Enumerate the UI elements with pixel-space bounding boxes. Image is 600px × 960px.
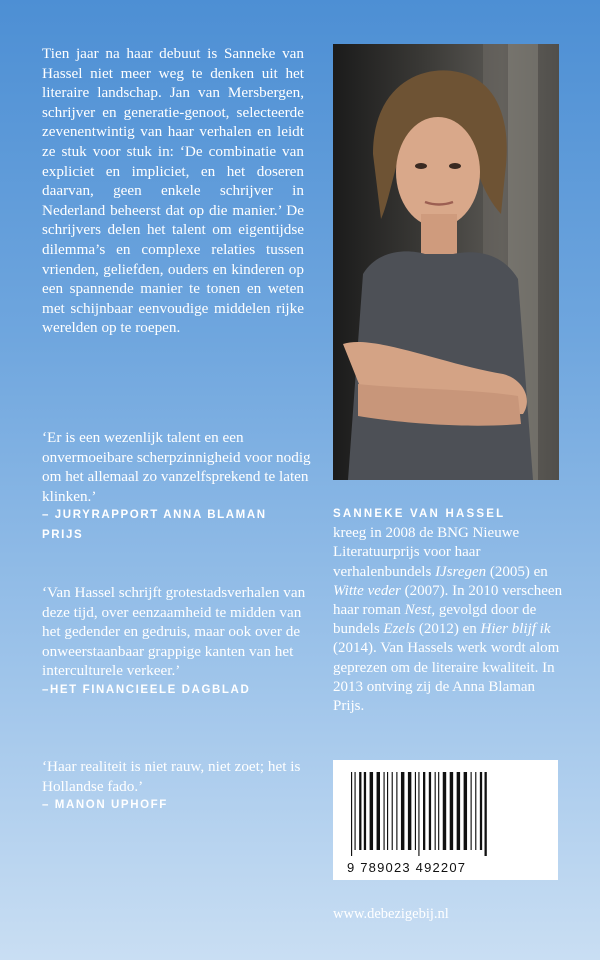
- barcode-bar: [408, 772, 411, 850]
- barcode-bar: [396, 772, 397, 850]
- book-title: Nest: [404, 602, 432, 619]
- barcode-bar: [429, 772, 431, 850]
- barcode-bar: [485, 772, 487, 856]
- book-title: IJsregen: [435, 563, 487, 580]
- back-cover-blurb: Tien jaar na haar debuut is Sanneke van Hassel niet meer weg te denken uit het literaire landschap. Jan van Mersbergen, schrijver en generatie-genoot, selecteerde zevenentwintig van haar verhalen en leidt ze stuk voor stuk in: ‘De combinatie van expliciet en impliciet, en het doseren daarvan, geen enkele schrijver in Nederland beheerst dat op die manier.’ De schrijvers delen het talent om eigentijdse dilemma’s en complexe relaties tussen vrienden, geliefden, ouders en kinderen op een spannende manier te tonen en weten met schijnbaar eenvoudige middelen rijke werelden op te roepen.: [42, 45, 304, 337]
- publisher-website: www.debezigebij.nl: [333, 906, 449, 922]
- barcode-bar: [435, 772, 436, 850]
- review-quote-text: ‘Haar realiteit is niet rauw, niet zoet; het is Hollandse fado.’: [42, 758, 301, 795]
- author-photo: [333, 44, 559, 480]
- barcode-bar: [464, 772, 467, 850]
- review-quote-1: [42, 428, 312, 546]
- bio-text: (2005) en: [486, 563, 548, 580]
- bio-text: (2014). Van Hassels werk wordt alom geprezen om de literaire kwaliteit. In 2013 ontving zij de Anna Blaman Prijs.: [333, 640, 560, 715]
- barcode-bar: [443, 772, 446, 850]
- barcode-bar: [471, 772, 472, 850]
- author-name: SANNEKE VAN HASSEL: [333, 508, 506, 520]
- review-quote-3: [42, 757, 312, 816]
- barcode-bar: [392, 772, 393, 850]
- barcode-bar: [370, 772, 373, 850]
- bio-text: kreeg in 2008 de BNG Nieuwe Literatuurprijs voor haar verhalenbundels: [333, 525, 520, 580]
- book-title: Witte veder: [333, 582, 401, 599]
- bio-text: (2007). In 2010 verscheen haar roman: [333, 582, 563, 619]
- barcode-bar: [355, 772, 356, 850]
- bio-text: (2012) en: [415, 621, 481, 638]
- barcode-bar: [401, 772, 404, 850]
- book-title: Hier blijf ik: [480, 621, 551, 638]
- barcode-bar: [359, 772, 361, 850]
- isbn-barcode: [333, 760, 558, 880]
- barcode-bar: [418, 772, 419, 856]
- barcode-bar: [480, 772, 482, 850]
- book-title: Ezels: [383, 621, 416, 638]
- bio-text: , gevolgd door de bundels: [333, 602, 537, 638]
- review-quote-2: [42, 583, 312, 701]
- barcode-bars: [347, 772, 544, 856]
- review-quote-text: ‘Van Hassel schrijft grotestadsverhalen van deze tijd, over eenzaamheid te midden van het gedender en gedruis, maar ook over de onweerstaanbaar grappige kanten van het interculturele verkeer.’: [42, 584, 306, 680]
- barcode-bar: [384, 772, 385, 850]
- barcode-bar: [387, 772, 388, 850]
- barcode-bar: [423, 772, 425, 850]
- isbn-number: 9 789023 492207: [347, 860, 467, 875]
- barcode-bar: [351, 772, 352, 856]
- barcode-bar: [438, 772, 439, 850]
- author-bio: [333, 505, 563, 716]
- review-quote-source: – MANON UPHOFF: [42, 799, 168, 812]
- barcode-bar: [377, 772, 380, 850]
- barcode-bar: [364, 772, 366, 850]
- barcode-bar: [475, 772, 476, 850]
- review-quote-text: ‘Er is een wezenlijk talent en een onvermoeibare scherpzinnigheid voor nodig om het allemaal zo vanzelfsprekend te laten klinken.’: [42, 429, 311, 505]
- review-quote-source: –HET FINANCIEELE DAGBLAD: [42, 683, 251, 696]
- review-quote-source: – JURYRAPPORT ANNA BLAMAN PRIJS: [42, 509, 267, 541]
- barcode-bar: [457, 772, 460, 850]
- barcode-bar: [415, 772, 416, 850]
- barcode-bar: [450, 772, 453, 850]
